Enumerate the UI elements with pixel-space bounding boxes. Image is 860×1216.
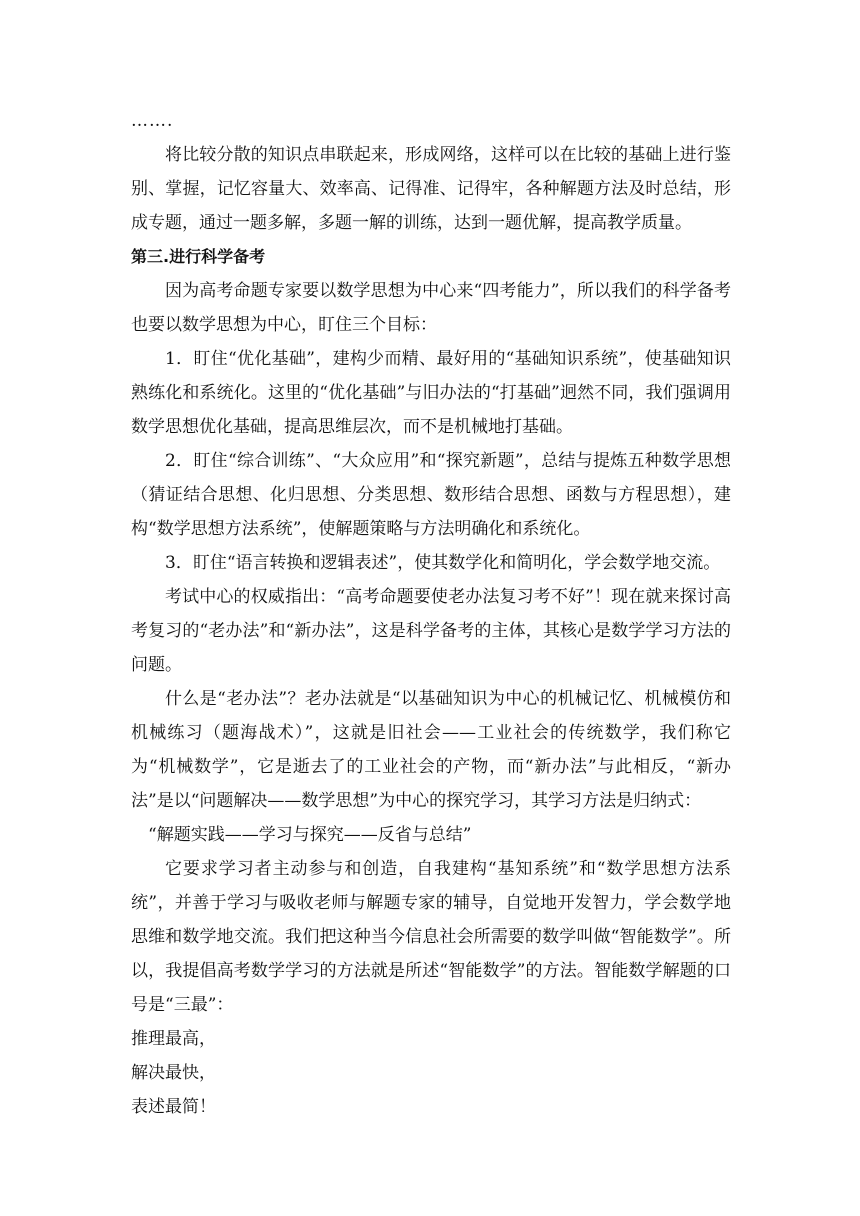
paragraph-new-method: 它要求学习者主动参与和创造，自我建构“基知系统”和“数学思想方法系统”，并善于学习与吸收老师与解题专家的辅导，自觉地开发智力，学会数学地思维和数学地交流。我们把这种当今信息社会所需要的数学叫做“智能数学”。所以，我提倡高考数学学习的方法就是所述“智能数学”的方法。智能数学解题的口号是“三最”：	[131, 859, 731, 1015]
motto-line-1: 推理最高，	[131, 1029, 216, 1049]
goal-item-3: 3．盯住“语言转换和逻辑表述”，使其数学化和简明化，学会数学地交流。	[165, 553, 721, 573]
section-heading: 第三.进行科学备考	[131, 247, 266, 266]
goal-item-1: 1．盯住“优化基础”，建构少而精、最好用的“基础知识系统”，使基础知识熟练化和系统化。这里的“优化基础”与旧办法的“打基础”迥然不同，我们强调用数学思想优化基础，提高思维层次，而不是机械地打基础。	[131, 349, 731, 437]
ellipsis-line: …….	[131, 111, 174, 131]
paragraph-authority: 考试中心的权威指出：“高考命题要使老办法复习考不好”！现在就来探讨高考复习的“老办法”和“新办法”，这是科学备考的主体，其核心是数学学习方法的问题。	[131, 587, 731, 675]
paragraph-intro: 因为高考命题专家要以数学思想为中心来“四考能力”，所以我们的科学备考也要以数学思想为中心，盯住三个目标：	[131, 281, 731, 335]
motto-line-3: 表述最简！	[131, 1097, 216, 1117]
motto-line-2: 解决最快，	[131, 1063, 216, 1083]
paragraph-knowledge-network: 将比较分散的知识点串联起来，形成网络，这样可以在比较的基础上进行鉴别、掌握，记忆容量大、效率高、记得准、记得牢，各种解题方法及时总结，形成专题，通过一题多解，多题一解的训练，达到一题优解，提高教学质量。	[131, 145, 731, 233]
document-body	[131, 104, 731, 1124]
goal-item-2: 2．盯住“综合训练”、“大众应用”和“探究新题”，总结与提炼五种数学思想（猜证结合思想、化归思想、分类思想、数形结合思想、函数与方程思想），建构“数学思想方法系统”，使解题策略与方法明确化和系统化。	[131, 451, 731, 539]
quote-line: “解题实践——学习与探究——反省与总结”	[148, 825, 472, 845]
paragraph-old-method: 什么是“老办法”？老办法就是“以基础知识为中心的机械记忆、机械模仿和机械练习（题海战术）”，这就是旧社会——工业社会的传统数学，我们称它为“机械数学”，它是逝去了的工业社会的产物，而“新办法”与此相反，“新办法”是以“问题解决——数学思想”为中心的探究学习，其学习方法是归纳式：	[131, 689, 732, 811]
